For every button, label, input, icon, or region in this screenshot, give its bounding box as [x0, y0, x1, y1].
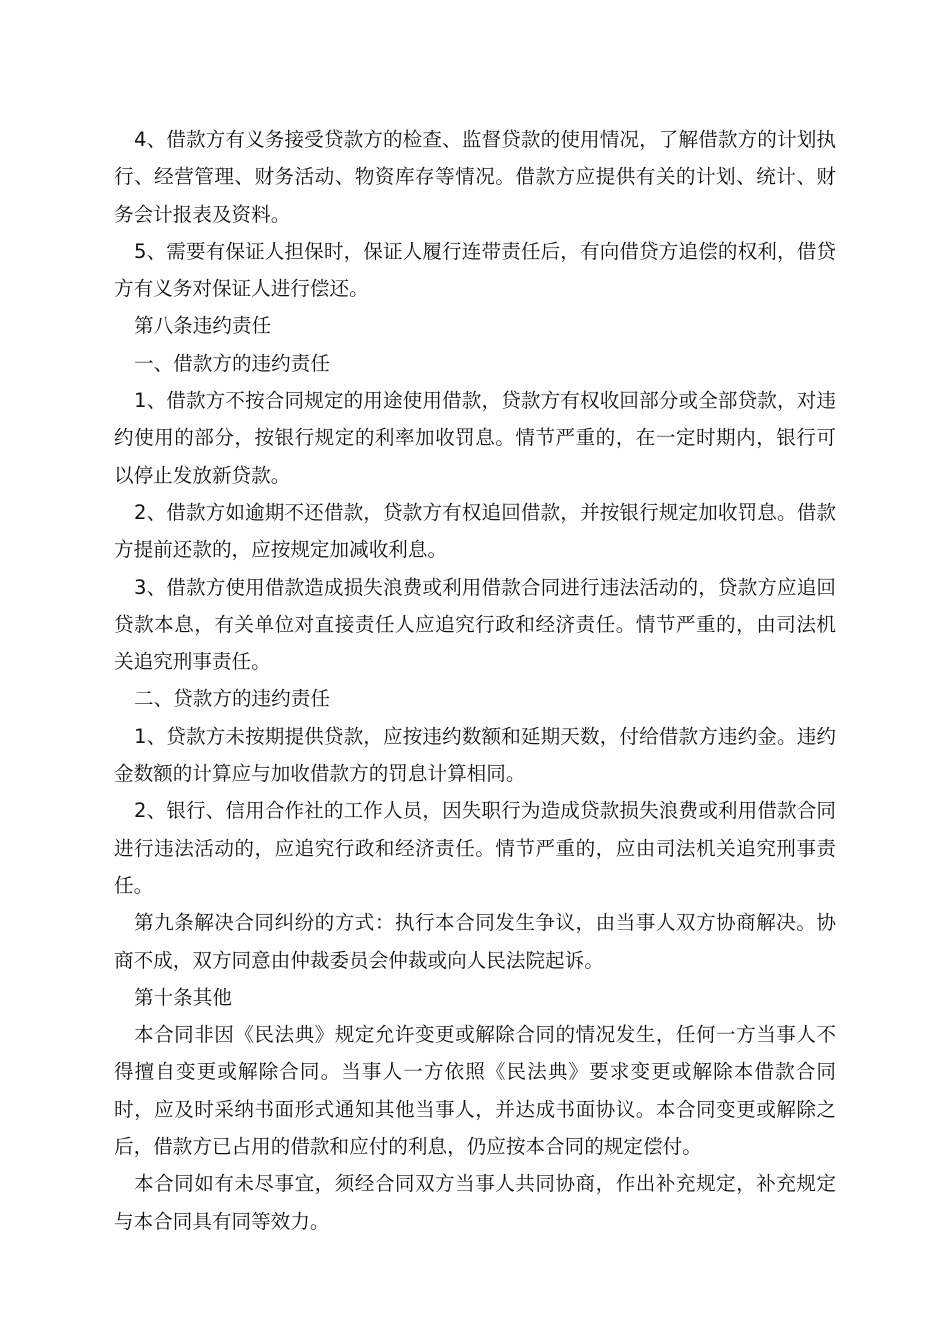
- article-8-heading: 第八条违约责任: [134, 314, 272, 338]
- clause-borrower-misuse: 1、借款方不按合同规定的用途使用借款，贷款方有权收回部分或全部贷款，对违约使用的部分，按银行规定的利率加收罚息。情节严重的，在一定时期内，银行可以停止发放新贷款。: [114, 389, 836, 487]
- clause-lender-late-provision: 1、贷款方未按期提供贷款，应按违约数额和延期天数，付给借款方违约金。违约金数额的计算应与加收借款方的罚息计算相同。: [114, 724, 836, 786]
- clause-borrower-inspection-obligation: 4、借款方有义务接受贷款方的检查、监督贷款的使用情况，了解借款方的计划执行、经营管理、财务活动、物资库存等情况。借款方应提供有关的计划、统计、财务会计报表及资料。: [114, 128, 836, 226]
- clause-bank-staff-negligence: 2、银行、信用合作社的工作人员，因失职行为造成贷款损失浪费或利用借款合同进行违法活动的，应追究行政和经济责任。情节严重的，应由司法机关追究刑事责任。: [114, 799, 836, 897]
- clause-guarantor-repayment: 5、需要有保证人担保时，保证人履行连带责任后，有向借贷方追偿的权利，借贷方有义务对保证人进行偿还。: [114, 239, 836, 301]
- lender-liability-heading: 二、贷款方的违约责任: [134, 687, 330, 711]
- article-10-heading: 第十条其他: [134, 985, 232, 1009]
- clause-borrower-overdue: 2、借款方如逾期不还借款，贷款方有权追回借款，并按银行规定加收罚息。借款方提前还款的，应按规定加减收利息。: [114, 500, 836, 562]
- borrower-liability-heading: 一、借款方的违约责任: [134, 351, 330, 375]
- clause-borrower-illegal-use: 3、借款方使用借款造成损失浪费或利用借款合同进行违法活动的，贷款方应追回贷款本息，有关单位对直接责任人应追究行政和经济责任。情节严重的，由司法机关追究刑事责任。: [114, 575, 836, 674]
- document-body: [114, 121, 836, 1240]
- clause-contract-modification: 本合同非因《民法典》规定允许变更或解除合同的情况发生，任何一方当事人不得擅自变更或解除合同。当事人一方依照《民法典》要求变更或解除本借款合同时，应及时采纳书面形式通知其他当事人，并达成书面协议。本合同变更或解除之后，借款方已占用的借款和应付的利息，仍应按本合同的规定偿付。: [114, 1023, 836, 1159]
- article-9-dispute-resolution: 第九条解决合同纠纷的方式：执行本合同发生争议，由当事人双方协商解决。协商不成，双方同意由仲裁委员会仲裁或向人民法院起诉。: [114, 911, 836, 972]
- clause-supplementary-provisions: 本合同如有未尽事宜，须经合同双方当事人共同协商，作出补充规定，补充规定与本合同具有同等效力。: [114, 1172, 836, 1233]
